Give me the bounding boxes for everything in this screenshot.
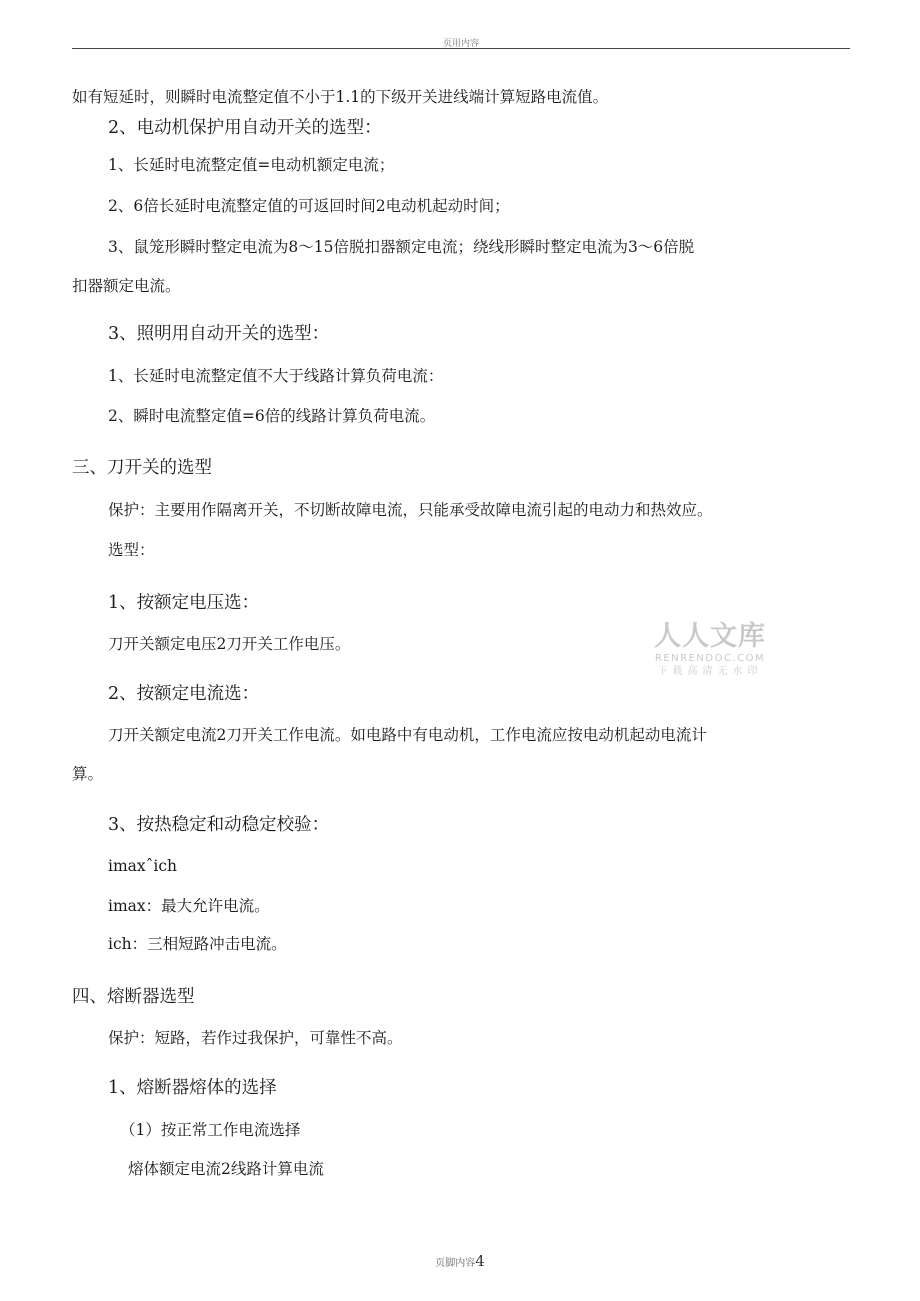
body-line: 2、瞬时电流整定值=6倍的线路计算负荷电流。: [108, 407, 436, 425]
body-line: 刀开关额定电压2刀开关工作电压。: [108, 635, 351, 653]
body-line: 扣器额定电流。: [72, 277, 181, 295]
header-text: 页用内容: [442, 39, 479, 49]
chapter-heading: 四、熔断器选型: [72, 987, 195, 1007]
body-line: ich：三相短路冲击电流。: [108, 935, 287, 953]
body-line: 熔体额定电流2线路计算电流: [128, 1160, 324, 1178]
watermark-tagline: 下载高清无水印: [657, 666, 763, 677]
page-number: 4: [475, 1252, 485, 1270]
chapter-heading: 三、刀开关的选型: [72, 458, 212, 478]
formula-line: imaxˆich: [108, 857, 178, 875]
renrendoc-watermark: [648, 622, 772, 678]
section-heading: 2、电动机保护用自动开关的选型：: [108, 118, 382, 138]
section-heading: 1、熔断器熔体的选择: [108, 1078, 277, 1098]
body-line: 保护：短路，若作过我保护，可靠性不高。: [108, 1029, 403, 1047]
page-footer: [0, 1252, 920, 1270]
body-line: 算。: [72, 765, 104, 783]
body-line: 2、6倍长延时电流整定值的可返回时间2电动机起动时间；: [108, 197, 510, 215]
section-heading: 2、按额定电流选：: [108, 684, 260, 704]
body-line: 1、长延时电流整定值=电动机额定电流；: [108, 156, 395, 174]
section-heading: 1、按额定电压选：: [108, 593, 260, 613]
section-heading: 3、按热稳定和动稳定校验：: [108, 815, 330, 835]
body-line: 保护：主要用作隔离开关，不切断故障电流，只能承受故障电流引起的电动力和热效应。: [108, 501, 713, 519]
body-line: 选型：: [108, 541, 155, 559]
body-line: 1、长延时电流整定值不大于线路计算负荷电流：: [108, 367, 444, 385]
body-line: 刀开关额定电流2刀开关工作电流。如电路中有电动机，工作电流应按电动机起动电流计: [108, 726, 707, 744]
body-line: 3、鼠笼形瞬时整定电流为8～15倍脱扣器额定电流；绕线形瞬时整定电流为3～6倍脱: [108, 238, 695, 256]
footer-label: 页脚内容: [435, 1258, 476, 1269]
watermark-domain: RENRENDOC.COM: [654, 653, 766, 664]
watermark-title: 人人文库: [654, 621, 766, 652]
body-line: （1）按正常工作电流选择: [120, 1121, 301, 1139]
body-line: imax：最大允许电流。: [108, 897, 270, 915]
section-heading: 3、照明用自动开关的选型：: [108, 324, 330, 344]
body-line: 如有短延时，则瞬时电流整定值不小于1.1的下级开关进线端计算短路电流值。: [72, 88, 609, 106]
page-header: [72, 34, 850, 49]
